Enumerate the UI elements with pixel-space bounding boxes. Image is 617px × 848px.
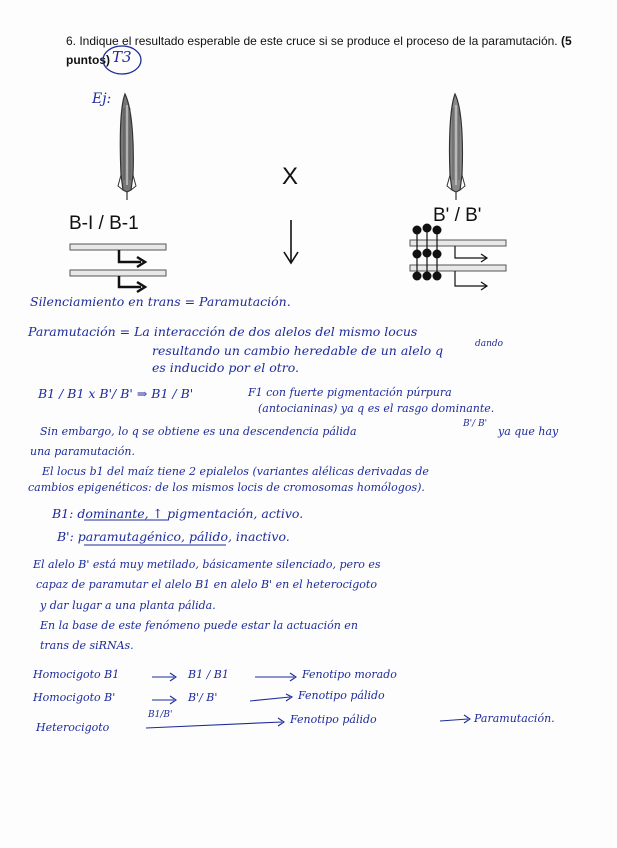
note-capaz: capaz de paramutar el alelo B1 en alelo B' en el heterocigoto: [36, 578, 377, 591]
summary-hetero-result: Paramutación.: [474, 712, 555, 725]
question-line1: 6. Indique el resultado esperable de este cruce si se produce el proceso de la paramutación. (5: [66, 34, 572, 48]
t3-circle: [103, 46, 141, 74]
note-sin-embargo: Sin embargo, lo q se obtiene es una descendencia pálida: [40, 425, 357, 438]
note-paramutacion-def: Paramutación = La interacción de dos alelos del mismo locus: [28, 324, 418, 339]
left-genotype: B-I / B-1: [69, 213, 139, 234]
note-base: En la base de este fenómeno puede estar la actuación en: [40, 619, 358, 632]
note-locus: El locus b1 del maíz tiene 2 epialelos (variantes alélicas derivadas de: [42, 465, 429, 478]
note-antocianinas: (antocianinas) ya q es el rasgo dominante.: [258, 402, 495, 415]
note-f1: F1 con fuerte pigmentación púrpura: [248, 386, 452, 399]
summary-hetero-label: Heterocigoto: [36, 721, 110, 734]
right-chromosomes: [410, 224, 506, 291]
note-silenciamiento: Silenciamiento en trans = Paramutación.: [30, 294, 291, 309]
example-label: Ej:: [92, 91, 112, 107]
note-alelo-metilado: El alelo B' está muy metilado, básicamente silenciado, pero es: [33, 558, 381, 571]
note-resultando: resultando un cambio heredable de un alelo q: [152, 343, 444, 358]
summary-homo-b1-pheno: Fenotipo morado: [302, 668, 397, 681]
tag-t3: T3: [112, 48, 132, 66]
note-cambios: cambios epigenéticos: de los mismos locis de cromosomas homólogos).: [28, 481, 425, 494]
note-cross: B1 / B1 x B'/ B' ⇒ B1 / B': [38, 386, 194, 401]
summary-homo-bp-geno: B'/ B': [188, 691, 218, 704]
right-corn-ear-icon: [447, 94, 465, 200]
note-una-paramutacion: una paramutación.: [30, 445, 136, 458]
cross-symbol: X: [282, 163, 299, 190]
question-points-start: (5: [560, 34, 572, 48]
note-sirnas: trans de siRNAs.: [40, 639, 134, 652]
note-dando: dando: [475, 339, 504, 349]
summary-hetero-pheno: Fenotipo pálido: [290, 713, 377, 726]
summary-homo-b1-label: Homocigoto B1: [33, 668, 120, 681]
note-bp-paramutagenico: B': paramutagénico, pálido, inactivo.: [57, 529, 290, 544]
summary-homo-bp-label: Homocigoto B': [33, 691, 116, 704]
note-ya-que-hay: ya que hay: [498, 425, 559, 438]
note-inducido: es inducido por el otro.: [152, 360, 300, 375]
note-bp-bp: B'/ B': [463, 419, 488, 429]
summary-hetero-geno: B1/B': [148, 710, 173, 720]
note-b1-dominante: B1: dominante, ↑ pigmentación, activo.: [52, 506, 304, 521]
left-corn-ear-icon: [118, 94, 136, 200]
question-points: puntos): [66, 53, 110, 67]
left-chromosomes: [70, 244, 166, 292]
down-arrow-icon: [284, 220, 298, 263]
note-planta-palida: y dar lugar a una planta pálida.: [40, 599, 216, 612]
methylation-marks: [413, 224, 442, 281]
right-genotype: B' / B': [433, 205, 482, 226]
summary-homo-b1-geno: B1 / B1: [188, 668, 229, 681]
summary-homo-bp-pheno: Fenotipo pálido: [298, 689, 385, 702]
